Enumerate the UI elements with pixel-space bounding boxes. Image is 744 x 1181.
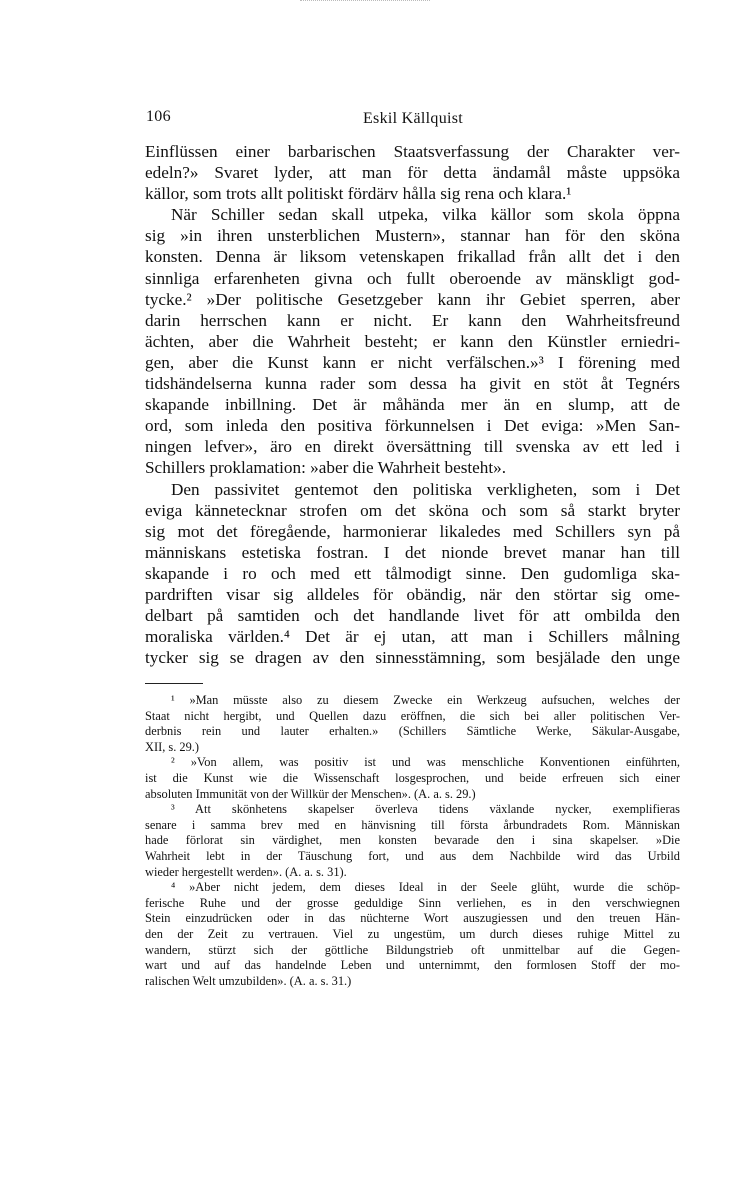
body-line: ächten, aber die Wahrheit besteht; er kann den Künstler erniedri- bbox=[145, 331, 680, 351]
footnote-line: ferische Ruhe und der grosse geduldige Sinn verliehen, es in den verschwiegnen bbox=[145, 895, 680, 910]
footnote-line: wieder hergestellt werden». (A. a. s. 31). bbox=[145, 864, 347, 879]
footnote-line: ralischen Welt umzubilden». (A. a. s. 31.) bbox=[145, 973, 352, 988]
footnote-line: Stein einzudrücken oder in das nüchterne Wort auszugiessen und den treuen Hän- bbox=[145, 911, 680, 926]
body-line: ord, som inleda den positiva förkunnelsen i Det eviga: »Men San- bbox=[145, 416, 680, 436]
footnote-line: wandern, stürzt sich der göttliche Bildungstrieb oft unmittelbar auf die Gegen- bbox=[145, 942, 680, 957]
footnote-line: den der Zeit zu vertrauen. Viel zu ungestüm, um durch dieses ruhige Mittel zu bbox=[145, 926, 680, 941]
body-line: Schillers proklamation: »aber die Wahrheit besteht». bbox=[145, 458, 507, 478]
footnote-line: ² »Von allem, was positiv ist und was menschliche Konventionen einführten, bbox=[171, 755, 680, 770]
body-line: ningen lefver», äro en direkt översättning till svenska av ett led i bbox=[145, 437, 680, 457]
body-line: Den passivitet gentemot den politiska verkligheten, som i Det bbox=[171, 479, 680, 499]
body-line: Einflüssen einer barbarischen Staatsverfassung der Charakter ver- bbox=[145, 142, 680, 161]
footnote-line: wart und auf das handelnde Leben und unternimmt, den formlosen Stoff der mo- bbox=[145, 958, 680, 973]
body-text bbox=[145, 141, 680, 668]
body-line: sig »in ihren unsterblichen Mustern», stannar han för den sköna bbox=[145, 226, 680, 246]
running-head: Eskil Källquist bbox=[362, 110, 464, 127]
body-line: tycke.² »Der politische Gesetzgeber kann ihr Gebiet sperren, aber bbox=[145, 289, 680, 309]
footnote-line: derbnis rein und lauter erhalten.» (Schillers Sämtliche Werke, Säkular-Ausgabe, bbox=[145, 724, 680, 739]
footnote-line: hade förlorat sin värdighet, men konsten bevarade den i sina skapelser. »Die bbox=[145, 833, 680, 848]
body-line: tycker sig se dragen av den sinnesstämning, som besjälade den unge bbox=[145, 648, 680, 668]
footnote-line: ist die Kunst wie die Wissenschaft losgesprochen, und beide erfreuen sich einer bbox=[145, 770, 680, 785]
body-line: delbart på samtiden och det handlande livet för att ombilda den bbox=[145, 606, 680, 626]
footnote-line: senare i samma brev med en hänvisning till första årbundradets Rom. Människan bbox=[145, 817, 680, 832]
body-line: sinnliga erfarenheten givna och fullt oberoende av mänskligt god- bbox=[145, 268, 680, 288]
body-line: moraliska världen.⁴ Det är ej utan, att man i Schillers målning bbox=[145, 627, 680, 647]
body-line: människans estetiska fostran. I det nionde brevet manar han till bbox=[145, 542, 680, 562]
body-line: skapande inbillning. Det är måhända mer än en slump, att de bbox=[145, 395, 680, 415]
body-line: gen, aber die Kunst kann er nicht verfälschen.»³ I förening med bbox=[145, 352, 680, 372]
body-line: tidshändelserna kunna rader som dessa ha givit en stöt åt Tegnérs bbox=[145, 374, 680, 394]
footnote-line: Staat nicht hergibt, und Quellen dazu eröffnen, die sich bei aller politischen Ver- bbox=[145, 708, 680, 723]
footnote-divider bbox=[145, 683, 203, 684]
footnote-line: ⁴ »Aber nicht jedem, dem dieses Ideal in der Seele glüht, wurde die schöp- bbox=[171, 880, 680, 895]
body-line: konsten. Denna är liksom vetenskapen frikallad från allt det i den bbox=[145, 247, 680, 267]
footnotes bbox=[145, 693, 680, 989]
body-line: darin herrschen kann er nicht. Er kann den Wahrheitsfreund bbox=[145, 310, 680, 330]
scan-edge-mark bbox=[300, 0, 430, 3]
body-line: eviga kännetecknar strofen om det sköna och som så starkt bryter bbox=[145, 500, 680, 520]
body-line: pardriften visar sig alldeles för obändig, när den störtar sig ome- bbox=[145, 584, 680, 604]
body-line: edeln?» Svaret lyder, att man för detta ändamål måste uppsöka bbox=[145, 163, 680, 183]
page-number: 106 bbox=[146, 108, 171, 125]
page-header bbox=[146, 108, 680, 130]
body-line: källor, som trots allt politiskt fördärv hålla sig rena och klara.¹ bbox=[145, 184, 572, 204]
footnote-line: XII, s. 29.) bbox=[145, 739, 200, 754]
body-line: sig mot det föregående, harmonierar likaledes med Schillers syn på bbox=[145, 521, 680, 541]
body-line: skapande i ro och med ett tålmodigt sinne. Den gudomliga ska- bbox=[145, 563, 680, 583]
footnote-line: Wahrheit lebt in der Täuschung fort, und aus dem Nachbilde wird das Urbild bbox=[145, 848, 680, 863]
footnote-line: absoluten Immunität von der Willkür der Menschen». (A. a. s. 29.) bbox=[145, 786, 476, 801]
footnote-line: ¹ »Man müsste also zu diesem Zwecke ein Werkzeug aufsuchen, welches der bbox=[171, 693, 680, 707]
footnote-line: ³ Att skönhetens skapelser överleva tidens växlande nycker, exemplifieras bbox=[171, 802, 680, 817]
body-line: När Schiller sedan skall utpeka, vilka källor som skola öppna bbox=[171, 205, 680, 225]
